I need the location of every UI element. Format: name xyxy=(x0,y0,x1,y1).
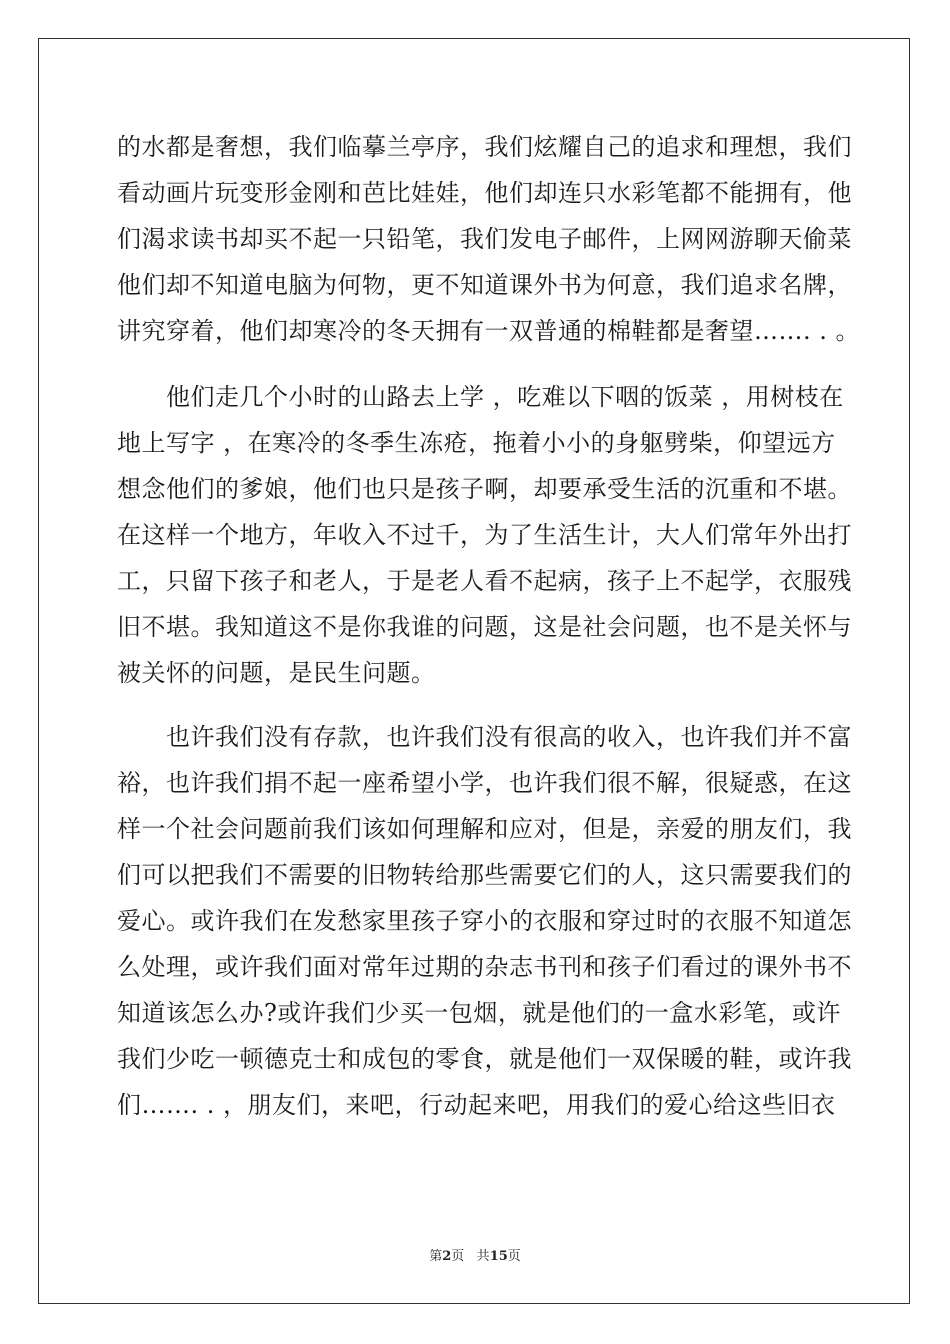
text-line: 裕，也许我们捐不起一座希望小学，也许我们很不解，很疑惑，在这 xyxy=(117,769,852,797)
text-line: 在这样一个地方，年收入不过千，为了生活生计，大人们常年外出打 xyxy=(117,521,852,549)
text-line: 看动画片玩变形金刚和芭比娃娃，他们却连只水彩笔都不能拥有，他 xyxy=(117,179,852,207)
text-line: 们渴求读书却买不起一只铅笔，我们发电子邮件，上网网游聊天偷菜 xyxy=(117,225,852,253)
text-line: 工，只留下孩子和老人，于是老人看不起病，孩子上不起学，衣服残 xyxy=(117,567,852,595)
text-line: 想念他们的爹娘，他们也只是孩子啊，却要承受生活的沉重和不堪。 xyxy=(117,475,852,503)
text-line: 被关怀的问题，是民生问题。 xyxy=(117,659,436,687)
text-line: 么处理，或许我们面对常年过期的杂志书刊和孩子们看过的课外书不 xyxy=(117,953,852,981)
text-line: 的水都是奢想，我们临摹兰亭序，我们炫耀自己的追求和理想，我们 xyxy=(117,133,852,161)
footer-prefix: 第 xyxy=(429,1249,443,1264)
footer-page-suffix: 页 xyxy=(451,1249,465,1264)
text-line: 知道该怎么办?或许我们少买一包烟，就是他们的一盒水彩笔，或许 xyxy=(117,999,841,1027)
text-line: 他们走几个小时的山路去上学 ，吃难以下咽的饭菜 ，用树枝在 xyxy=(117,383,844,411)
footer-total-prefix: 共 xyxy=(476,1249,490,1264)
page-number: 2 xyxy=(442,1249,452,1264)
text-line: 也许我们没有存款，也许我们没有很高的收入，也许我们并不富 xyxy=(117,723,852,751)
text-line: 我们少吃一顿德克士和成包的零食，就是他们一双保暖的鞋，或许我 xyxy=(117,1045,852,1073)
page-footer xyxy=(0,1245,950,1264)
footer-total-suffix: 页 xyxy=(507,1249,521,1264)
text-line: 样一个社会问题前我们该如何理解和应对，但是，亲爱的朋友们，我 xyxy=(117,815,852,843)
text-line: 爱心。或许我们在发愁家里孩子穿小的衣服和穿过时的衣服不知道怎 xyxy=(117,907,852,935)
text-line: 讲究穿着，他们却寒冷的冬天拥有一双普通的棉鞋都是奢望……. . 。 xyxy=(117,317,861,345)
text-line: 旧不堪。我知道这不是你我谁的问题，这是社会问题，也不是关怀与 xyxy=(117,613,852,641)
text-line: 们……. . ，朋友们，来吧，行动起来吧，用我们的爱心给这些旧衣 xyxy=(117,1091,836,1119)
total-pages: 15 xyxy=(489,1249,508,1264)
text-line: 他们却不知道电脑为何物，更不知道课外书为何意，我们追求名牌， xyxy=(117,271,852,299)
text-line: 们可以把我们不需要的旧物转给那些需要它们的人，这只需要我们的 xyxy=(117,861,852,889)
text-line: 地上写字 ，在寒冷的冬季生冻疮，拖着小小的身躯劈柴，仰望远方 xyxy=(117,429,836,457)
